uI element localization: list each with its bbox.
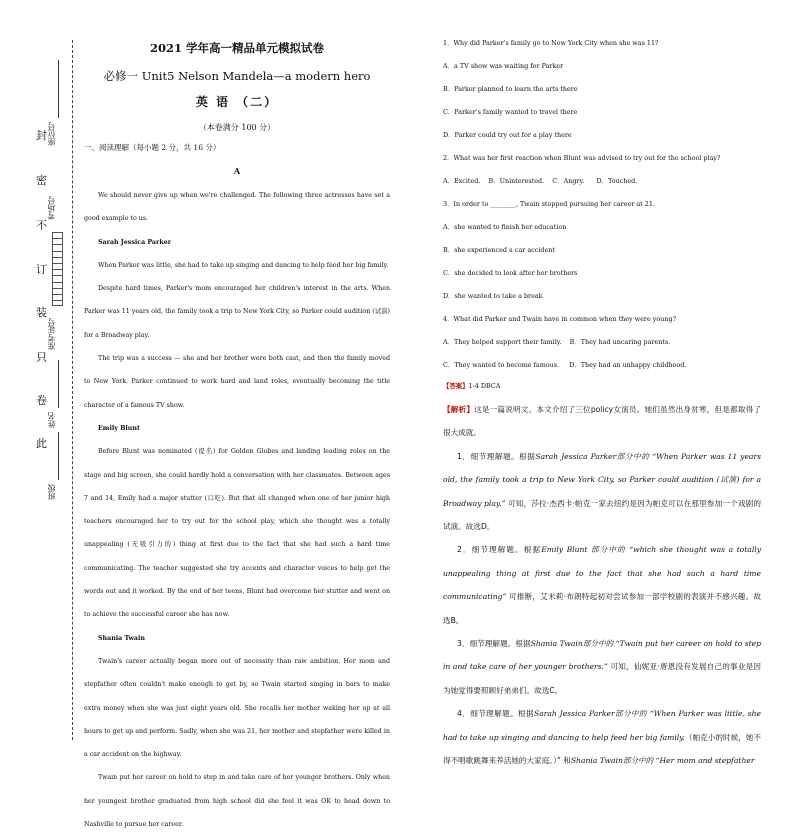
explanation-intro: 这是一篇说明文。本文介绍了三位policy女演员。她们虽然出身贫寒，但是都取得了很大成就。 (443, 405, 761, 438)
question-1-option-b: B．Parker planned to learn the arts there (443, 85, 578, 93)
cut-line (72, 40, 73, 740)
explanation-4-prefix: 4．细节理解题。根据 (457, 709, 535, 719)
question-4-options-ab: A．They helped support their family. B．They had uncaring parents. (443, 338, 671, 346)
explanation-tag: 【解析】 (443, 405, 475, 414)
explanation-4-conclusion: （帕克小的时候，她不得不唱歌跳舞来养活她的大家庭。）” 和 (443, 732, 761, 766)
explanation-3-prefix: 3．细节理解题。根据 (457, 639, 531, 649)
question-1-option-d: D．Parker could try out for a play there (443, 131, 572, 139)
shania-heading: Shania Twain (98, 634, 145, 642)
shania-paragraph-1: Twain's career actually began more out of necessity than raw ambition. Her mom and stepfather often couldn't make enough to get by, so Twain started singing in bars to make extra money when she was just eight years old. She recalls her mother waking her up at all hours to get up and perform. Sadly, when she was 21, her mother and stepfather were killed in a car accident on the highway. (84, 657, 390, 759)
answer-line (443, 381, 500, 390)
question-2: 2．What was her first reaction when Blunt was advised to try out for the school play? (443, 154, 721, 162)
explanation-1-prefix: 1．细节理解题。根据 (457, 451, 536, 461)
question-2-options: A．Excited. B．Uninterested. C．Angry. D．Touched. (443, 177, 638, 185)
answer-value: 1-4 DBCA (468, 382, 501, 390)
emily-heading: Emily Blunt (98, 424, 140, 432)
exam-room-label: 考场号 (47, 196, 56, 220)
sarah-paragraph-1: When Parker was little, she had to take up singing and dancing to help feed her big family. (98, 261, 389, 269)
name-label: 姓名 (47, 412, 56, 428)
seal-char: 此 (36, 437, 47, 450)
seal-char: 封 (36, 129, 47, 142)
class-line[interactable] (58, 432, 59, 480)
answer-tag: 【答案】 (443, 382, 469, 390)
question-3: 3．In order to ________, Twain stopped pursuing her career at 21. (443, 200, 655, 208)
question-3-option-a: A．she wanted to finish her education (443, 223, 567, 231)
sarah-heading: Sarah Jessica Parker (98, 238, 172, 246)
explanation-1-conclusion: 可知，莎拉·杰西卡·帕克一家去纽约是因为帕克可以在那里参加一个戏剧的试演。故选D。 (443, 498, 761, 532)
explanation-3-conclusion: 可知，仙妮亚·唐恩没有发展自己的事业是因为她觉得要照顾好弟弟们。故选C。 (443, 662, 762, 695)
explanation-4-tail: Shania Twain部分中的 “Her mom and stepfather (570, 756, 755, 766)
seal-char: 卷 (36, 394, 47, 407)
exam-title: 2021 学年高一精品单元模拟试卷 (149, 41, 324, 55)
seat-number-line[interactable] (58, 60, 59, 118)
question-4-options-cd: C．They wanted to become famous. D．They had an unhappy childhood. (443, 361, 687, 369)
sarah-paragraph-2: Despite hard times, Parker's mom encouraged her children's interest in the arts. When Parker was 11 years old, the family took a trip to New York City, so Parker could audition (试演) for a Broadway play. (84, 285, 390, 339)
seal-char: 订 (36, 263, 47, 276)
explanation (443, 398, 761, 773)
question-1-option-c: C．Parker's family wanted to travel there (443, 108, 578, 116)
question-1-option-a: A．a TV show was waiting for Parker (443, 62, 564, 70)
score-note: （本卷满分 100 分） (198, 123, 276, 132)
name-line[interactable] (58, 360, 59, 408)
seal-char: 装 (36, 306, 47, 319)
seat-number-label: 座位号 (47, 122, 56, 146)
class-label: 班级 (47, 484, 56, 500)
question-3-option-b: B．she experienced a car accident (443, 246, 555, 254)
question-4: 4．What did Parker and Twain have in common when they were young? (443, 315, 677, 323)
unit-subtitle: 必修一 Unit5 Nelson Mandela—a modern hero (103, 69, 371, 83)
question-3-option-c: C．she decided to look after her brothers (443, 269, 578, 277)
explanation-4-quote: Sarah Jessica Parker部分中的 “When Parker was little, she had to take up singing and dancing to help feed her big family. (443, 709, 761, 742)
seal-char: 密 (36, 174, 47, 187)
passage-intro: We should never give up when we're challenged. The following three actresses have set a good example to us. (84, 192, 390, 223)
section-heading: 一、阅读理解（每小题 2 分，共 16 分） (84, 143, 221, 152)
sarah-paragraph-3: The trip was a success — she and her brother were both cast, and then the family moved to New York. Parker continued to work hard and land roles, eventually becoming the title character of a famous TV show. (84, 355, 390, 409)
passage-text (84, 184, 390, 836)
explanation-2-prefix: 2．细节理解题。根据 (457, 545, 542, 555)
shania-paragraph-2: Twain put her career on hold to step in and take care of her younger brothers. Only when her youngest brother graduated from high school did she feel it was OK to head down to Nashville to pursue her career. (84, 774, 390, 829)
explanation-1-quote: Sarah Jessica Parker部分中的 “When Parker was 11 years old, the family took a trip to New York City, so Parker could audition (试演) for a Broadway play.” (443, 451, 761, 508)
passage-label: A (233, 166, 241, 176)
question-1: 1．Why did Parker's family go to New York City when she was 11? (443, 39, 659, 47)
admission-number-boxes[interactable] (52, 232, 63, 306)
subject-title: 英 语 （二） (195, 95, 279, 109)
explanation-3-quote: Shania Twain部分中的 “Twain put her career on hold to step in and take care of her younger brothers.” (443, 639, 761, 672)
admission-number-label: 准考证号 (47, 318, 56, 350)
explanation-2-conclusion: 可推断，艾米莉·布朗特起初对尝试参加一部学校剧的表演并不感兴趣。故选B。 (443, 592, 761, 625)
binding-margin (0, 0, 82, 794)
explanation-2-quote: Emily Blunt 部分中的 “which she thought was a totally unappealing thing at first due to the fact that she had such a hard time communicating” (443, 545, 761, 602)
seal-char: 只 (36, 351, 47, 364)
emily-paragraph-1: Before Blunt was nominated (提名) for Golden Globes and landing leading roles on the stage and big screen, she could hardly hold a conversation with her classmates. Between ages 7 and 14, Emily had a major stutter (口吃). But that all changed when one of her junior high teachers encouraged her to try out for the school play, which she thought was a totally unappealing (无吸引力的) thing at first due to the fact that she had such a hard time communicating. The teacher suggested she try accents and character voices to help get the words out and it worked. By the end of her teens, Blunt had overcome her stutter and went on to achieve the successful career she has now. (84, 448, 390, 619)
question-3-option-d: D．she wanted to take a break (443, 292, 543, 300)
seal-char: 不 (36, 219, 47, 232)
